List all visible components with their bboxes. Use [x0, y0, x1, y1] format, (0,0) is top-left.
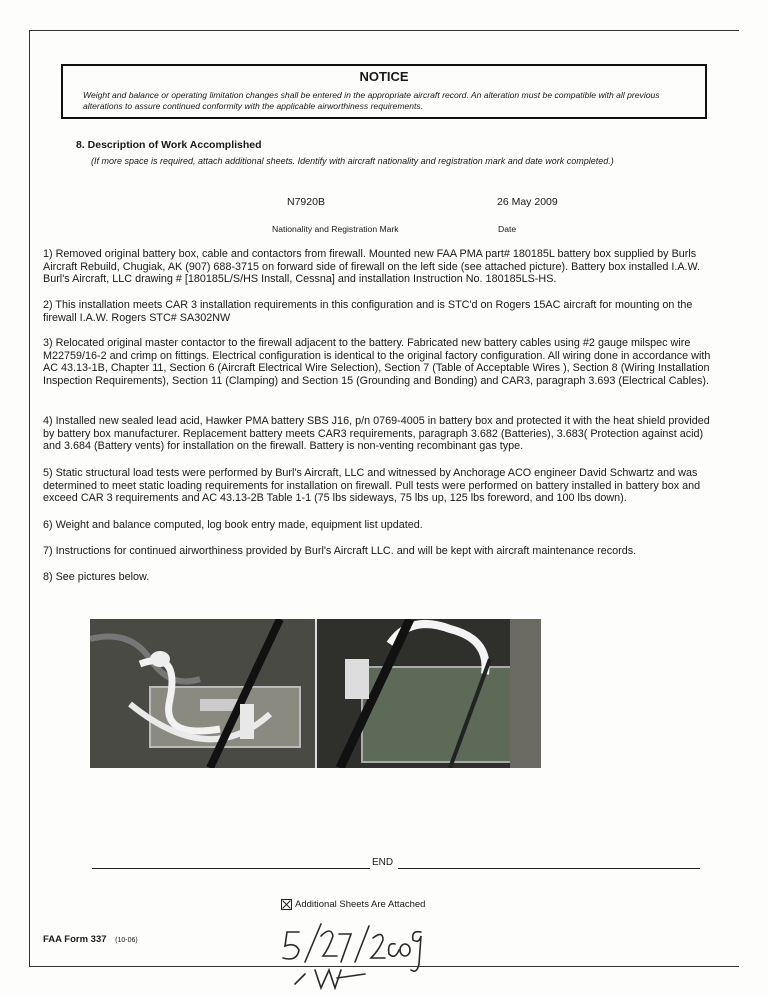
- date-value: 26 May 2009: [497, 196, 558, 208]
- additional-sheets-label: Additional Sheets Are Attached: [295, 899, 426, 910]
- form-name: [43, 934, 138, 945]
- work-paragraph-2: 2) This installation meets CAR 3 installation requirements in this configuration and is STC'd on Rogers 15AC aircraft for mounting on the firewall I.A.W. Rogers STC# SA302NW: [43, 299, 693, 324]
- section-note: (If more space is required, attach additional sheets. Identify with aircraft nationality and registration mark and date work completed.): [91, 156, 614, 166]
- work-paragraph-3: 3) Relocated original master contactor to the firewall adjacent to the battery. Fabricated new battery cables using #2 gauge milspec wire M22759/16-2 and crimp on fittings. Electrical configuration is identical to the original factory configuration. All wiring done in accordance with AC 43.13-1B, Chapter 11, Section 6 (Aircraft Electrical Wire Selection), Section 7 (Table of Acceptable Wires ), Section 8 (Wiring Installation Inspection Requirements), Section 11 (Clamping) and Section 15 (Grounding and Bonding) and CAR3, paragraph 3.693 (Electrical Cables).: [43, 337, 711, 387]
- work-paragraph-1: 1) Removed original battery box, cable and contactors from firewall. Mounted new FAA PMA part# 180185L battery box supplied by Burls Aircraft Rebuild, Chugiak, AK (907) 688-3715 on forward side of firewall on the left side (see attached picture). Battery box installed I.A.W. Burl's Aircraft, LLC drawing # [180185L/S/HS Install, Cessna] and installation Instruction No. 180185LS-HS.: [43, 248, 701, 286]
- form-title: FAA Form 337: [43, 934, 107, 945]
- end-text: END: [372, 857, 394, 868]
- registration-label: Nationality and Registration Mark: [272, 224, 399, 234]
- battery-installation-photos: [90, 619, 541, 768]
- additional-sheets-checkbox[interactable]: [281, 899, 292, 910]
- end-rule-left: [92, 868, 370, 869]
- additional-sheets-attached: [281, 899, 425, 910]
- notice-box: [61, 64, 707, 119]
- work-paragraph-8: 8) See pictures below.: [43, 571, 150, 583]
- handwritten-date-initials: [275, 922, 425, 995]
- registration-value: N7920B: [287, 196, 325, 208]
- form-revision: (10-06): [115, 937, 138, 944]
- notice-title: NOTICE: [359, 69, 409, 84]
- work-paragraph-4: 4) Installed new sealed lead acid, Hawker PMA battery SBS J16, p/n 0769-4005 in battery box and protected it with the heat shield provided by battery box manufacturer. Replacement battery meets CAR3 requirements, paragraph 3.682 (Batteries), 3.683( Protection against acid) and 3.684 (Battery vents) for installation on the firewall. Battery is non-venting recombinant gas type.: [43, 415, 710, 453]
- end-rule-right: [398, 868, 700, 869]
- date-label: Date: [498, 224, 517, 234]
- work-paragraph-6: 6) Weight and balance computed, log book entry made, equipment list updated.: [43, 519, 423, 531]
- notice-text: Weight and balance or operating limitation changes shall be entered in the appropriate aircraft record. An alteration must be compatible with all previous alterations to assure continued conformity with the applicable airworthiness requirements.: [83, 90, 660, 111]
- work-paragraph-7: 7) Instructions for continued airworthiness provided by Burl's Aircraft LLC. and will be kept with aircraft maintenance records.: [43, 545, 637, 557]
- work-paragraph-5: 5) Static structural load tests were performed by Burl's Aircraft, LLC and witnessed by Anchorage ACO engineer David Schwartz and was determined to meet static loading requirements for installation on firewall. Pull tests were performed on battery installed in battery box and exceed CAR 3 requirements and AC 43.13-2B Table 1-1 (75 lbs sideways, 75 lbs up, 125 lbs foreword, and 100 lbs down).: [43, 467, 701, 505]
- section-title: 8. Description of Work Accomplished: [76, 139, 262, 151]
- end-line: [92, 857, 700, 869]
